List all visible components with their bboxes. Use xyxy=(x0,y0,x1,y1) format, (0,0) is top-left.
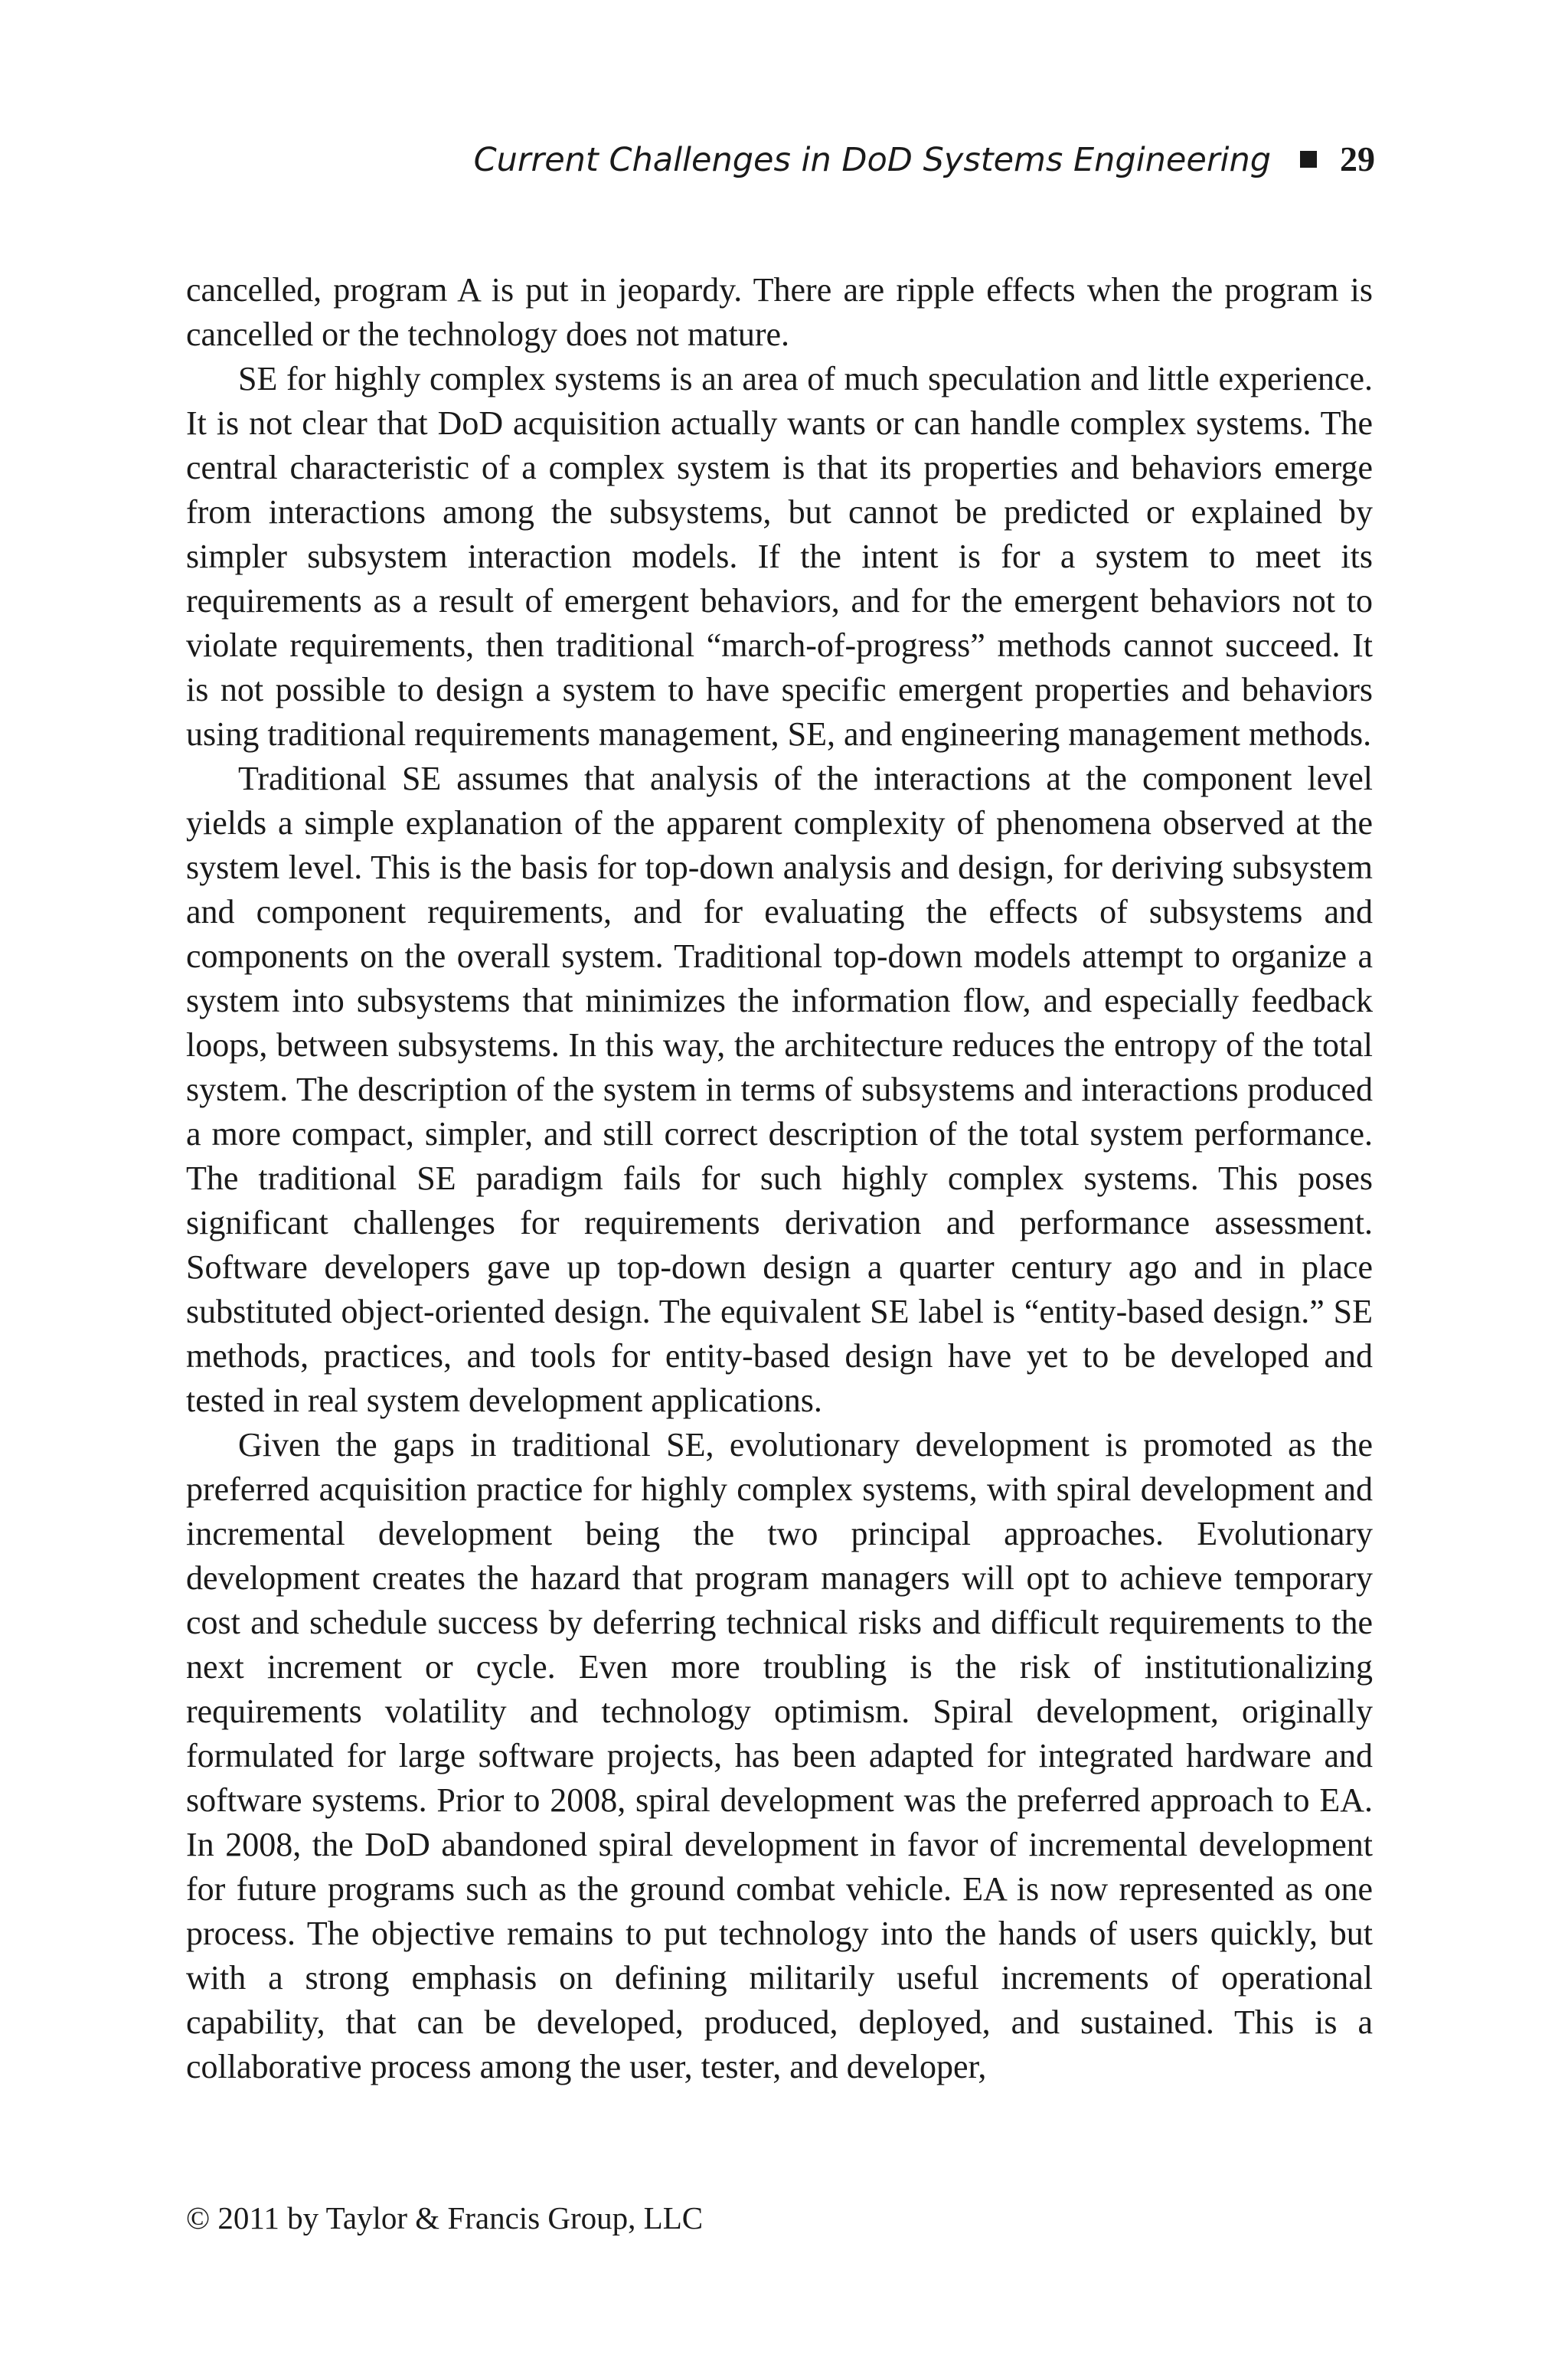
paragraph-complex-systems: SE for highly complex systems is an area of much speculation and little experience. It is not clear that DoD acquisition actually wants or can handle complex systems. The central characteristic of a complex system is that its properties and behaviors emerge from interactions among the subsystems, but cannot be predicted or explained by simpler subsystem interaction models. If the intent is for a system to meet its requirements as a result of emergent behaviors, and for the emergent behaviors not to violate requirements, then traditional “march-of-progress” methods cannot succeed. It is not possible to design a system to have specific emergent properties and behaviors using traditional requirements management, SE, and engineering management methods. xyxy=(186,360,1373,753)
page-number: 29 xyxy=(1340,139,1375,178)
paragraph-evolutionary-development: Given the gaps in traditional SE, evolutionary development is promoted as the preferred acquisition practice for highly complex systems, with spiral development and incremental development being the two principal approaches. Evolutionary development creates the hazard that program managers will opt to achieve temporary cost and schedule success by deferring technical risks and difficult requirements to the next increment or cycle. Even more troubling is the risk of institutionalizing requirements volatility and technology optimism. Spiral development, originally formulated for large software projects, has been adapted for integrated hardware and software systems. Prior to 2008, spiral development was the preferred approach to EA. In 2008, the DoD abandoned spiral development in favor of incremental development for future programs such as the ground combat vehicle. EA is now represented as one process. The objective remains to put technology into the hands of users quickly, but with a strong emphasis on defining militarily useful increments of operational capability, that can be developed, produced, deployed, and sustained. This is a collaborative process among the user, tester, and developer, xyxy=(186,1426,1373,2085)
running-head xyxy=(184,136,1375,183)
paragraph-continued: cancelled, program A is put in jeopardy. There are ripple effects when the program is cancelled or the technology does not mature. xyxy=(186,271,1373,353)
copyright-notice: © 2011 by Taylor & Francis Group, LLC xyxy=(186,2200,704,2236)
body-text xyxy=(186,268,1373,2089)
paragraph-traditional-se: Traditional SE assumes that analysis of the interactions at the component level yields a simple explanation of the apparent complexity of phenomena observed at the system level. This is the basis for top-down analysis and design, for deriving subsystem and component requirements, and for evaluating the effects of subsystems and components on the overall system. Traditional top-down models attempt to organize a system into subsystems that minimizes the information flow, and especially feedback loops, between subsystems. In this way, the architecture reduces the entropy of the total system. The description of the system in terms of subsystems and interactions produced a more compact, simpler, and still correct description of the total system performance. The traditional SE paradigm fails for such highly complex systems. This poses significant challenges for requirements derivation and performance assessment. Software developers gave up top-down design a quarter century ago and in place substituted object-oriented design. The equivalent SE label is “entity-based design.” SE methods, practices, and tools for entity-based design have yet to be developed and tested in real system development applications. xyxy=(186,760,1373,1419)
square-bullet-icon xyxy=(1300,151,1317,168)
running-title: Current Challenges in DoD Systems Engineering xyxy=(473,141,1271,179)
